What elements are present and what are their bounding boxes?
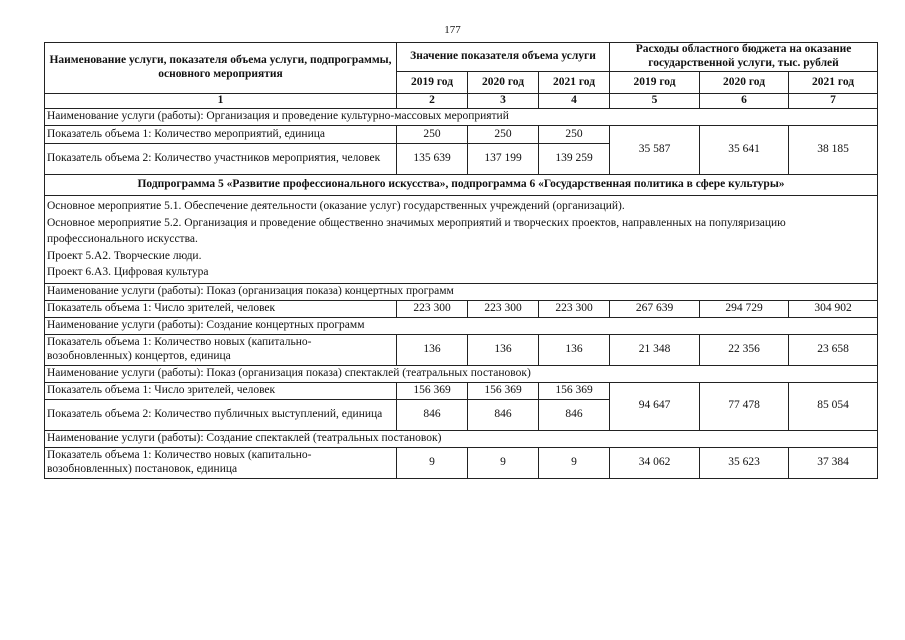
indicator-value-2021: 156 369 [539,382,610,399]
budget-value-2021: 85 054 [789,382,878,430]
table-row [45,334,878,365]
year-header: 2021 год [789,72,878,94]
service-name: Наименование услуги (работы): Организация и проведение культурно-массовых мероприятий [45,109,878,126]
subprogram-line: Проект 6.А3. Цифровая культура [47,266,209,278]
service-name: Наименование услуги (работы): Показ (организация показа) спектаклей (театральных постановок) [45,365,878,382]
column-number: 5 [610,94,700,109]
indicator-value-2021: 250 [539,126,610,144]
indicator-label: Показатель объема 1: Количество новых (капитально-возобновленных) постановок, единица [45,447,397,478]
column-number: 1 [45,94,397,109]
indicator-value-2021: 846 [539,399,610,430]
budget-value-2020: 77 478 [700,382,789,430]
indicator-value-2020: 156 369 [468,382,539,399]
header-name-column: Наименование услуги, показателя объема услуги, подпрограммы, основного мероприятия [45,43,397,94]
indicator-label: Показатель объема 1: Количество новых (капитально-возобновленных) концертов, единица [45,334,397,365]
column-number: 4 [539,94,610,109]
subprogram-description-row [45,196,878,284]
budget-value-2021: 23 658 [789,334,878,365]
indicator-value-2020: 136 [468,334,539,365]
indicator-value-2020: 223 300 [468,300,539,317]
budget-value-2019: 267 639 [610,300,700,317]
column-number: 2 [397,94,468,109]
column-numbers-row [45,94,878,109]
budget-table [44,42,878,479]
indicator-value-2020: 137 199 [468,144,539,175]
budget-value-2019: 35 587 [610,126,700,175]
indicator-label: Показатель объема 2: Количество публичных выступлений, единица [45,399,397,430]
year-header: 2020 год [700,72,789,94]
header-row [45,43,878,72]
service-row [45,365,878,382]
table-row [45,382,878,399]
service-row [45,430,878,447]
column-number: 3 [468,94,539,109]
indicator-label: Показатель объема 1: Число зрителей, человек [45,300,397,317]
indicator-value-2019: 135 639 [397,144,468,175]
indicator-label: Показатель объема 1: Число зрителей, человек [45,382,397,399]
service-row [45,109,878,126]
header-budget-group: Расходы областного бюджета на оказание государственной услуги, тыс. рублей [610,43,878,72]
table-row [45,447,878,478]
service-row [45,283,878,300]
budget-value-2020: 35 641 [700,126,789,175]
year-header: 2019 год [397,72,468,94]
subprogram-line: Основное мероприятие 5.2. Организация и проведение общественно значимых мероприятий и творческих проектов, направленных на популяризацию профессионального искусства. [47,216,786,245]
service-name: Наименование услуги (работы): Показ (организация показа) концертных программ [45,283,878,300]
budget-value-2021: 304 902 [789,300,878,317]
subprogram-line: Проект 5.А2. Творческие люди. [47,249,202,262]
subprogram-title: Подпрограмма 5 «Развитие профессионального искусства», подпрограмма 6 «Государственная политика в сфере культуры» [45,175,878,196]
indicator-value-2021: 139 259 [539,144,610,175]
indicator-value-2020: 9 [468,447,539,478]
column-number: 7 [789,94,878,109]
budget-value-2019: 34 062 [610,447,700,478]
column-number: 6 [700,94,789,109]
table-row [45,300,878,317]
table-row [45,126,878,144]
subprogram-description [45,196,878,284]
year-header: 2021 год [539,72,610,94]
service-name: Наименование услуги (работы): Создание концертных программ [45,317,878,334]
budget-value-2021: 37 384 [789,447,878,478]
subprogram-row [45,175,878,196]
indicator-label: Показатель объема 1: Количество мероприятий, единица [45,126,397,144]
service-name: Наименование услуги (работы): Создание спектаклей (театральных постановок) [45,430,878,447]
year-header: 2020 год [468,72,539,94]
indicator-value-2020: 846 [468,399,539,430]
indicator-value-2021: 136 [539,334,610,365]
header-volume-group: Значение показателя объема услуги [397,43,610,72]
indicator-value-2021: 223 300 [539,300,610,317]
indicator-value-2020: 250 [468,126,539,144]
service-row [45,317,878,334]
indicator-value-2019: 9 [397,447,468,478]
budget-value-2019: 94 647 [610,382,700,430]
budget-value-2020: 35 623 [700,447,789,478]
budget-value-2021: 38 185 [789,126,878,175]
indicator-value-2019: 136 [397,334,468,365]
budget-value-2019: 21 348 [610,334,700,365]
indicator-value-2019: 223 300 [397,300,468,317]
budget-value-2020: 22 356 [700,334,789,365]
budget-value-2020: 294 729 [700,300,789,317]
indicator-value-2019: 846 [397,399,468,430]
page-number: 177 [444,24,461,36]
indicator-value-2019: 250 [397,126,468,144]
indicator-value-2019: 156 369 [397,382,468,399]
year-header: 2019 год [610,72,700,94]
indicator-label: Показатель объема 2: Количество участников мероприятия, человек [45,144,397,175]
subprogram-line: Основное мероприятие 5.1. Обеспечение деятельности (оказание услуг) государственных учреждений (организаций). [47,200,625,212]
indicator-value-2021: 9 [539,447,610,478]
